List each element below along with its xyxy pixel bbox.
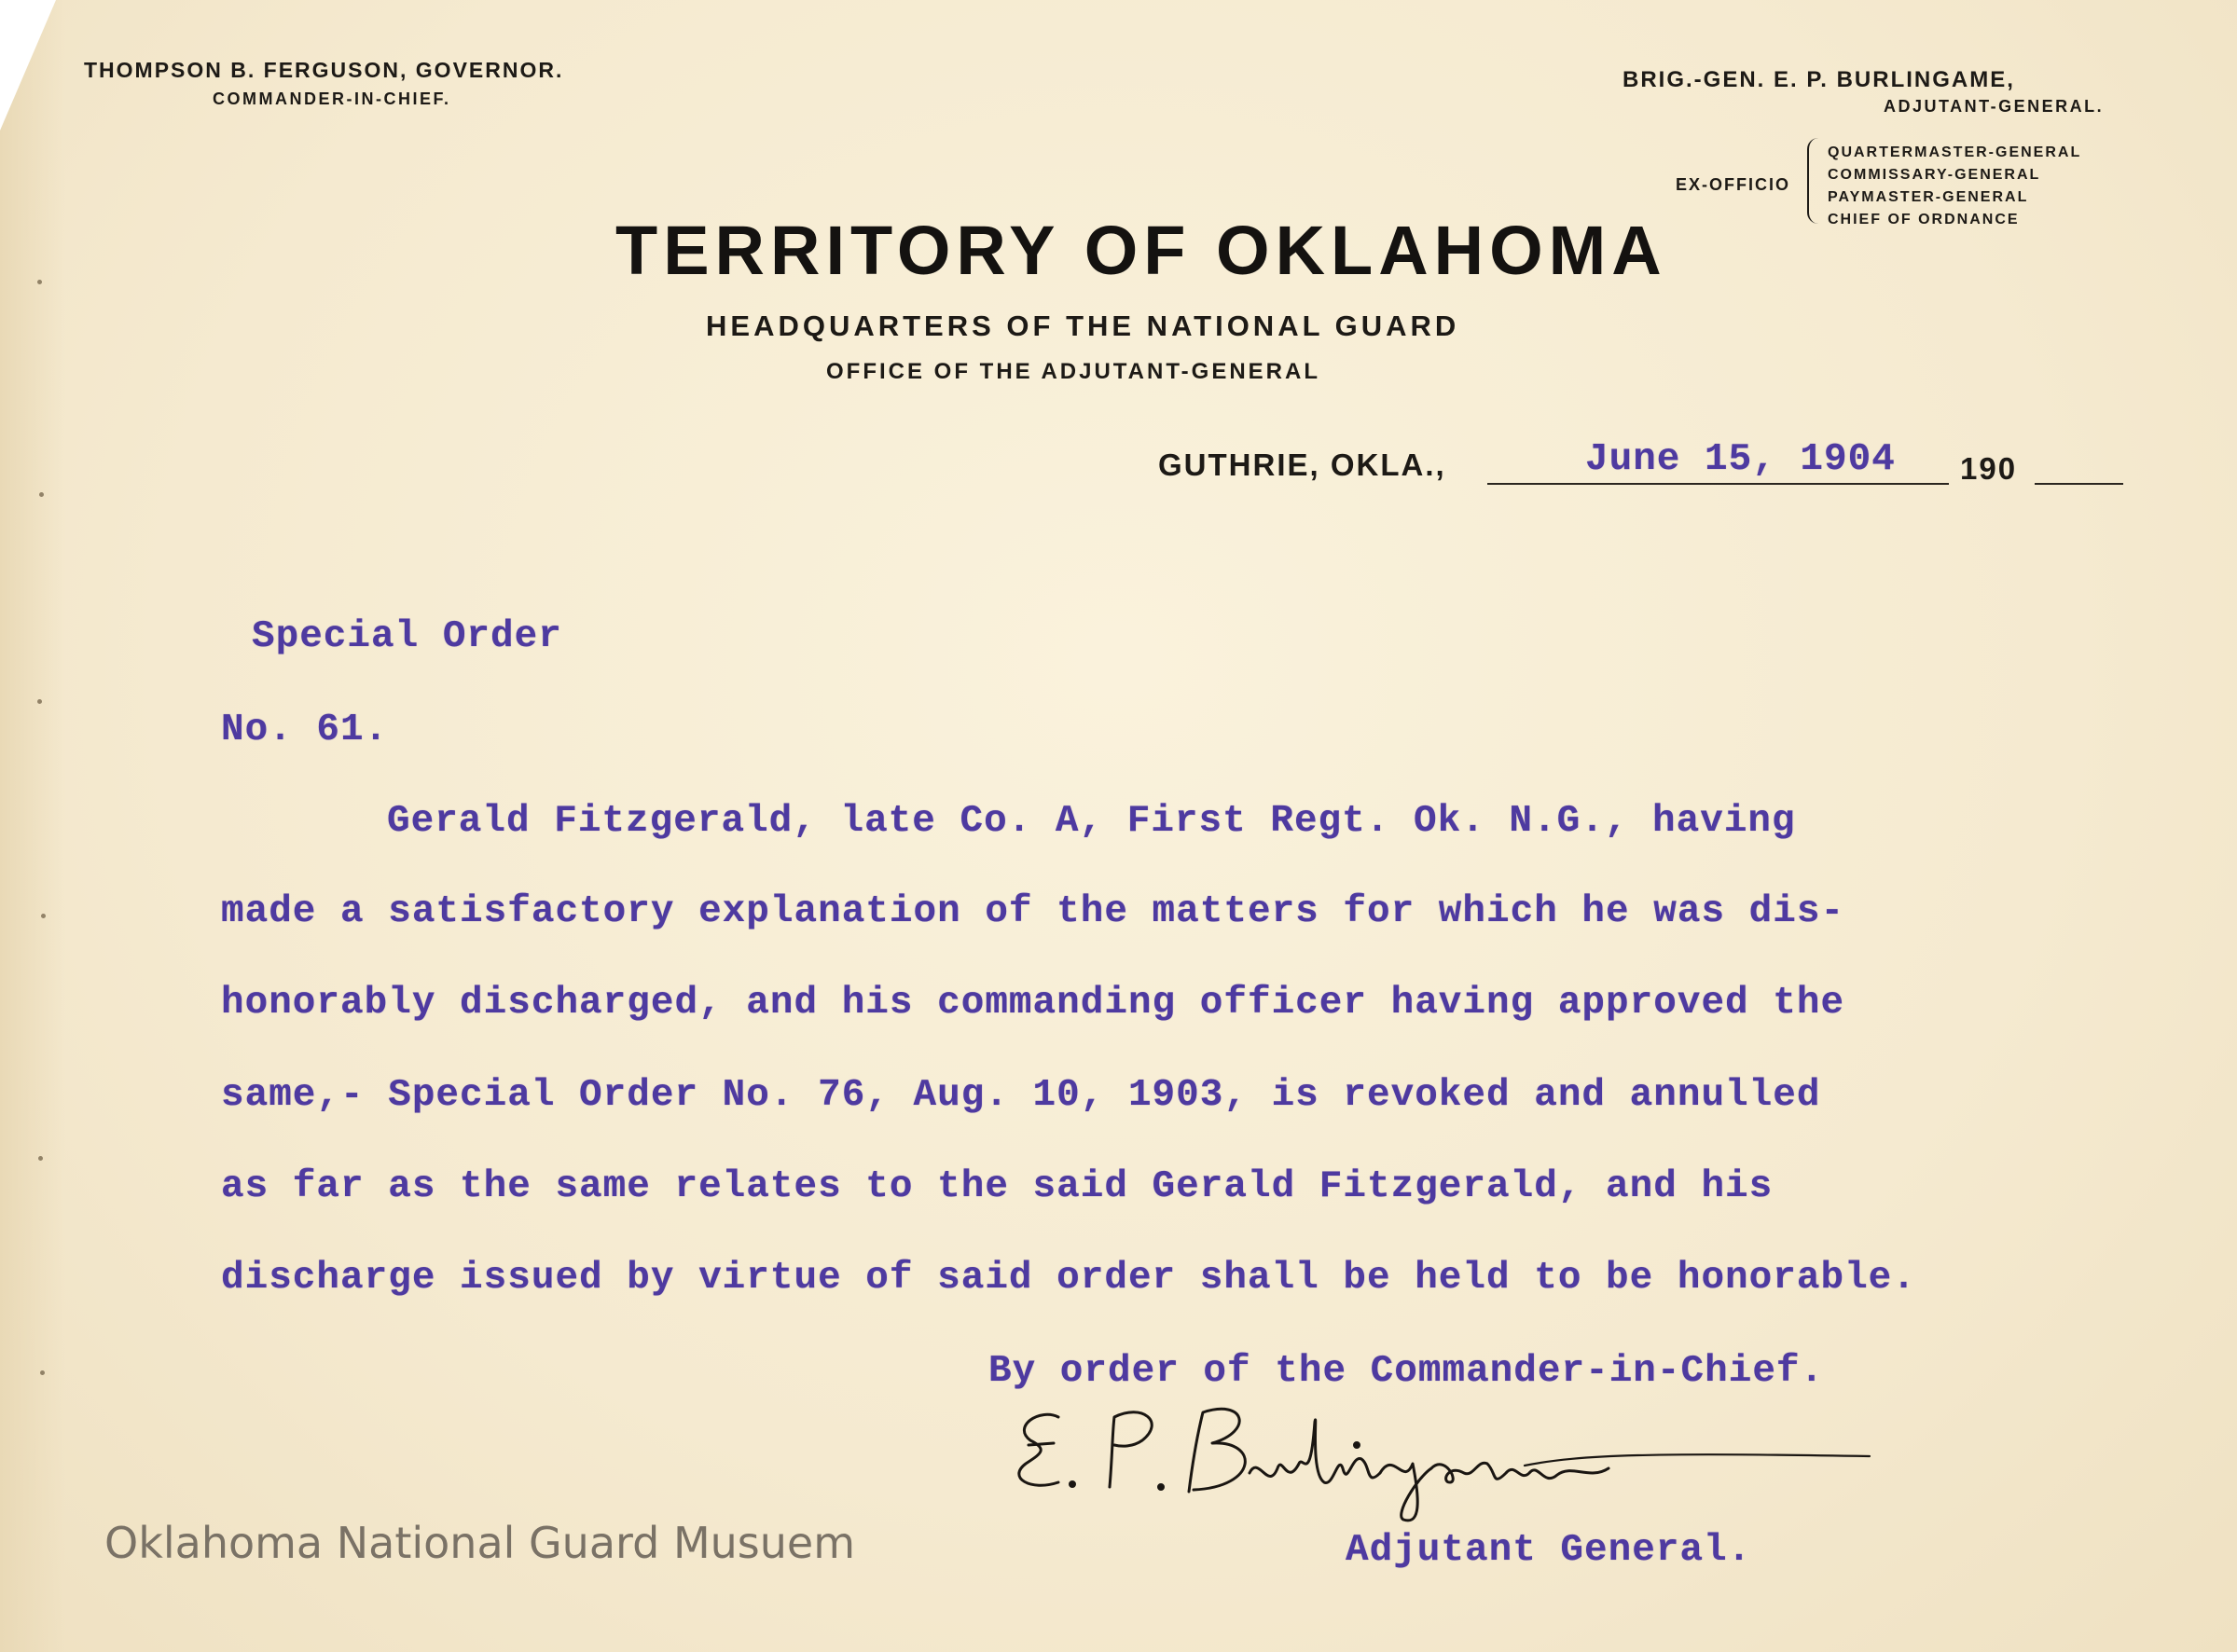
body-line: honorably discharged, and his commanding officer having approved the [221,982,1845,1025]
signer-title: Adjutant General. [1346,1529,1752,1572]
ex-officio-role: CHIEF OF ORDNANCE [1828,212,2020,227]
body-line: as far as the same relates to the said Gerald Fitzgerald, and his [221,1165,1774,1208]
letterhead-title: TERRITORY OF OKLAHOMA [615,212,1667,289]
body-line: discharge issued by virtue of said order shall be held to be honorable. [221,1257,1916,1300]
governor-name: THOMPSON B. FERGUSON, GOVERNOR. [84,58,564,82]
ex-officio-role: PAYMASTER-GENERAL [1828,189,2029,205]
museum-watermark: Oklahoma National Guard Musuem [104,1518,856,1568]
ex-officio-role: QUARTERMASTER-GENERAL [1828,145,2082,160]
letterhead-subtitle: HEADQUARTERS OF THE NATIONAL GUARD [706,310,1460,342]
body-line: Gerald Fitzgerald, late Co. A, First Regt. Ok. N.G., having [387,800,1796,843]
letterhead-office: OFFICE OF THE ADJUTANT-GENERAL [826,359,1320,384]
pinhole [37,280,42,284]
pinhole [39,492,44,497]
ex-officio-roles [1828,142,2081,231]
pinhole [38,1156,43,1161]
year-prefix: 190 [1960,451,2018,486]
year-rule [2035,483,2123,485]
special-order-label: Special Order [252,615,562,658]
pinhole [41,914,46,918]
place-label: GUTHRIE, OKLA., [1158,447,1446,482]
special-order-number: No. 61. [221,709,389,751]
pinhole [40,1370,45,1375]
adjutant-general-title: ADJUTANT-GENERAL. [1884,97,2105,116]
torn-corner [0,0,56,131]
pinhole [37,699,42,704]
ex-officio-label: EX-OFFICIO [1676,175,1790,194]
ex-officio-role: COMMISSARY-GENERAL [1828,167,2041,183]
adjutant-general-name: BRIG.-GEN. E. P. BURLINGAME, [1623,67,2015,92]
paper-edge-shadow [0,0,65,1652]
governor-title: COMMANDER-IN-CHIEF. [213,89,451,108]
closing-line: By order of the Commander-in-Chief. [988,1350,1825,1393]
handwritten-signature [1002,1398,1874,1529]
body-line: made a satisfactory explanation of the matters for which he was dis- [221,890,1845,933]
letter-date: June 15, 1904 [1585,438,1896,481]
body-line: same,- Special Order No. 76, Aug. 10, 1903, is revoked and annulled [221,1074,1821,1117]
ex-officio-brace [1807,138,1818,224]
date-rule [1487,483,1949,485]
